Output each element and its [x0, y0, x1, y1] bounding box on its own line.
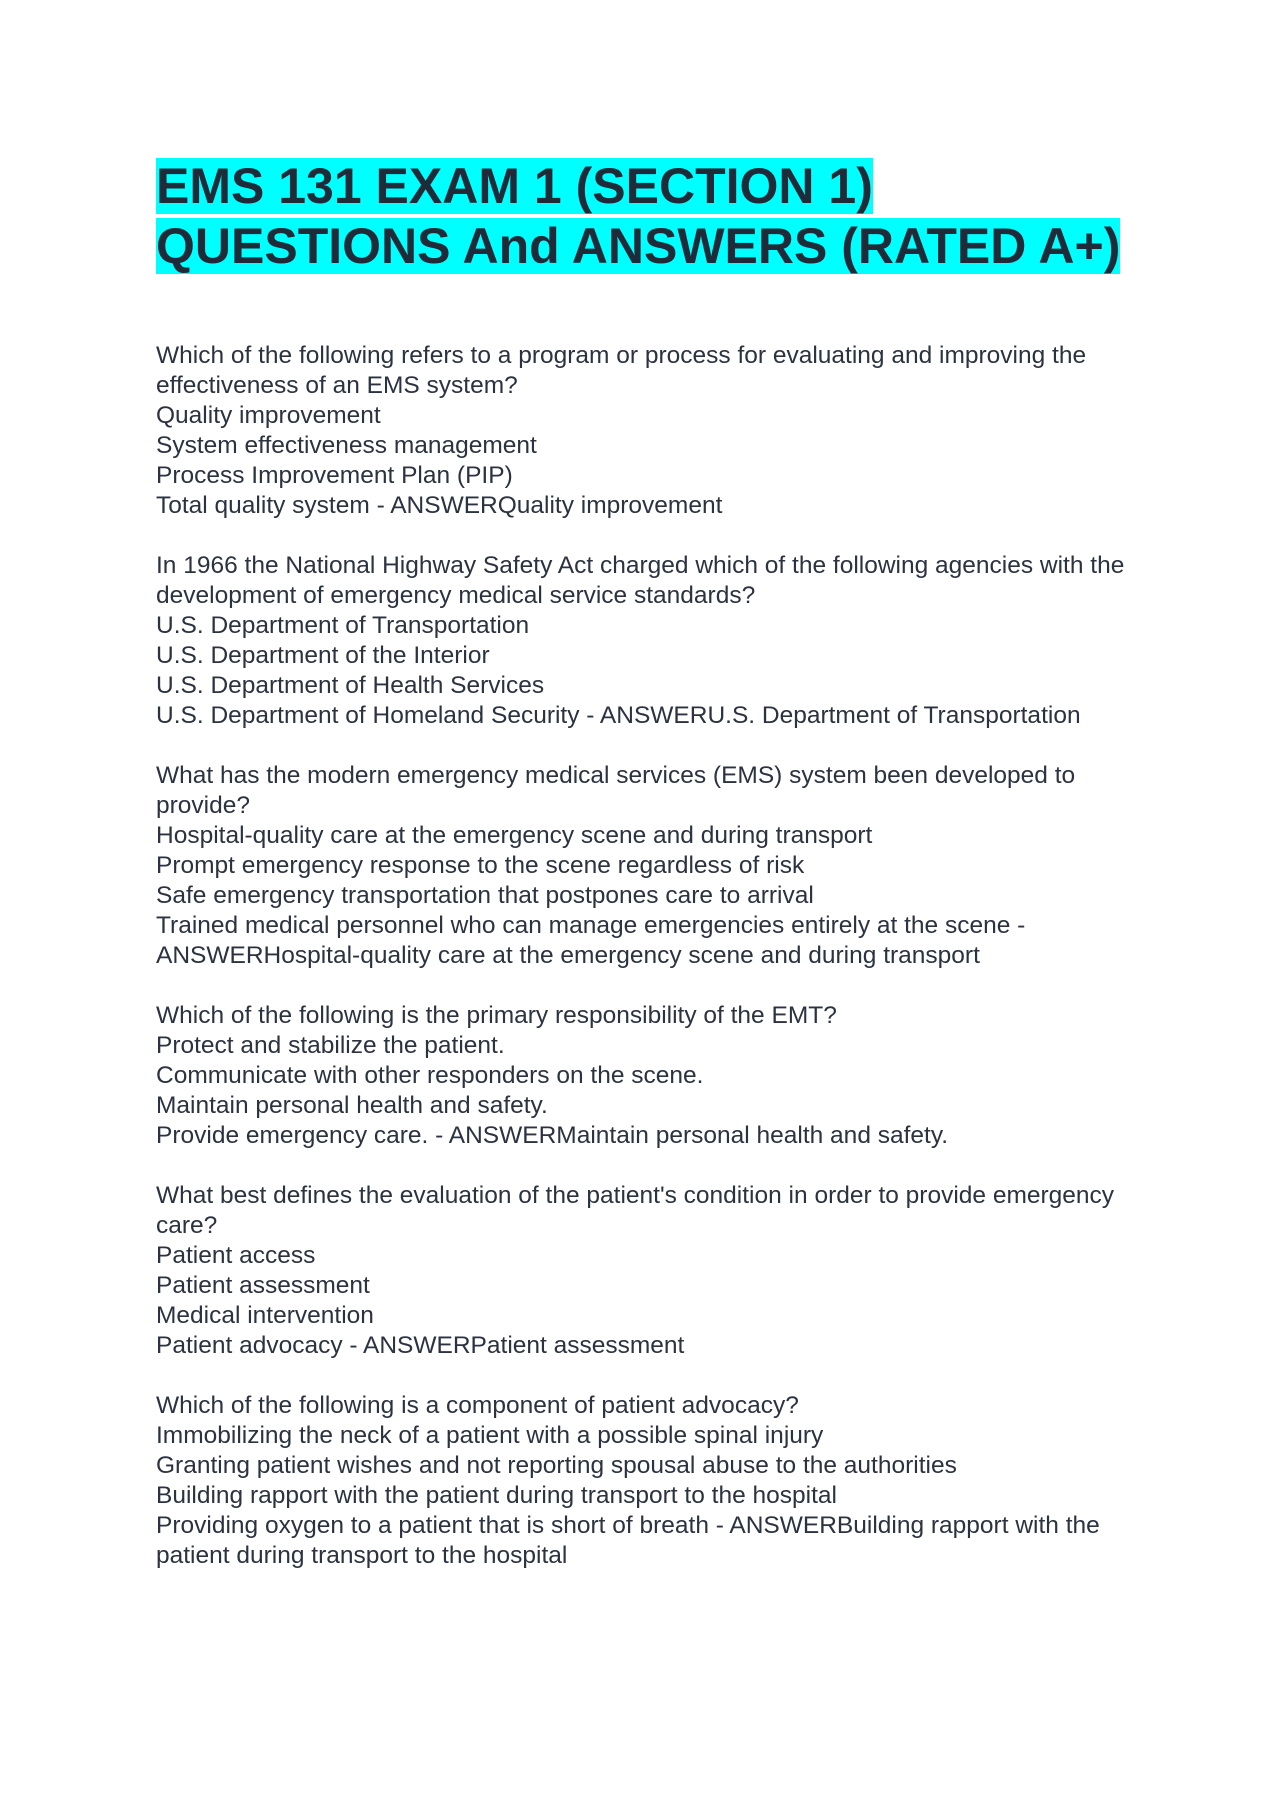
- answer-option: Immobilizing the neck of a patient with a possible spinal injury: [156, 1422, 824, 1449]
- answer-option: Patient assessment: [156, 1272, 370, 1299]
- answer-option: Patient access: [156, 1242, 316, 1269]
- answer-option: U.S. Department of the Interior: [156, 642, 490, 669]
- answer-option: U.S. Department of Health Services: [156, 672, 545, 699]
- document-title-highlight: EMS 131 EXAM 1 (SECTION 1) QUESTIONS And ANSWERS (RATED A+): [156, 158, 1121, 274]
- qa-item: [156, 341, 1146, 521]
- qa-item: [156, 1391, 1146, 1571]
- question-text: In 1966 the National Highway Safety Act charged which of the following agencies with the development of emergency medical service standards?: [156, 552, 1125, 609]
- answer-option-with-answer: Trained medical personnel who can manage emergencies entirely at the scene - ANSWERHospital-quality care at the emergency scene and during transport: [156, 912, 1026, 969]
- question-text: Which of the following refers to a program or process for evaluating and improving the effectiveness of an EMS system?: [156, 342, 1087, 399]
- document-title: [156, 156, 1146, 276]
- answer-option: Maintain personal health and safety.: [156, 1092, 548, 1119]
- answer-option: Medical intervention: [156, 1302, 374, 1329]
- qa-item: [156, 1181, 1146, 1361]
- answer-option-with-answer: Provide emergency care. - ANSWERMaintain personal health and safety.: [156, 1122, 949, 1149]
- question-text: Which of the following is a component of patient advocacy?: [156, 1392, 799, 1419]
- answer-option: Building rapport with the patient during transport to the hospital: [156, 1482, 837, 1509]
- answer-option-with-answer: U.S. Department of Homeland Security - ANSWERU.S. Department of Transportation: [156, 702, 1081, 729]
- question-text: Which of the following is the primary responsibility of the EMT?: [156, 1002, 837, 1029]
- qa-item: [156, 551, 1146, 731]
- question-text: What has the modern emergency medical services (EMS) system been developed to provide?: [156, 762, 1076, 819]
- question-text: What best defines the evaluation of the patient's condition in order to provide emergency care?: [156, 1182, 1115, 1239]
- qa-list: [156, 341, 1146, 1571]
- answer-option: Granting patient wishes and not reporting spousal abuse to the authorities: [156, 1452, 957, 1479]
- answer-option: System effectiveness management: [156, 432, 537, 459]
- answer-option-with-answer: Patient advocacy - ANSWERPatient assessment: [156, 1332, 685, 1359]
- document-page: [156, 156, 1146, 1601]
- answer-option: Quality improvement: [156, 402, 381, 429]
- answer-option: U.S. Department of Transportation: [156, 612, 530, 639]
- answer-option: Communicate with other responders on the scene.: [156, 1062, 704, 1089]
- answer-option: Prompt emergency response to the scene regardless of risk: [156, 852, 805, 879]
- answer-option: Safe emergency transportation that postpones care to arrival: [156, 882, 814, 909]
- answer-option: Hospital-quality care at the emergency scene and during transport: [156, 822, 873, 849]
- answer-option-with-answer: Total quality system - ANSWERQuality improvement: [156, 492, 723, 519]
- answer-option: Process Improvement Plan (PIP): [156, 462, 513, 489]
- qa-item: [156, 761, 1146, 971]
- answer-option-with-answer: Providing oxygen to a patient that is short of breath - ANSWERBuilding rapport with the patient during transport to the hospital: [156, 1512, 1100, 1569]
- answer-option: Protect and stabilize the patient.: [156, 1032, 505, 1059]
- qa-item: [156, 1001, 1146, 1151]
